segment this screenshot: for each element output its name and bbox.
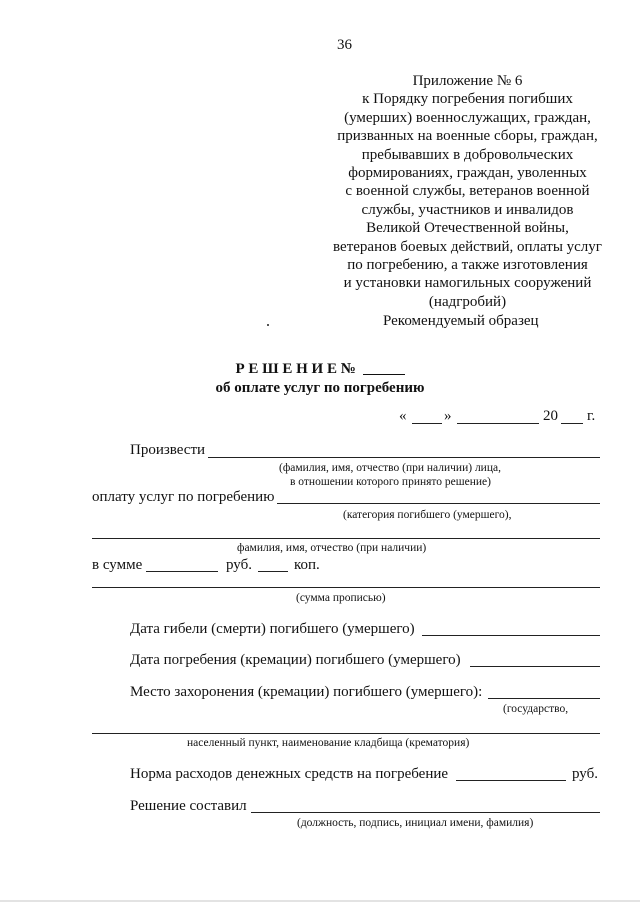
appendix-line: Приложение № 6 (412, 73, 523, 89)
burial-place-label: Место захоронения (кремации) погибшего (умершего): (130, 684, 483, 700)
title-main: Р Е Ш Е Н И Е № (235, 361, 356, 377)
compiled-field[interactable] (251, 812, 600, 813)
burial-date-field[interactable] (470, 666, 600, 667)
category-hint: (категория погибшего (умершего), (343, 509, 512, 521)
fio-field[interactable] (92, 538, 600, 539)
appendix-line: формированиях, граждан, уволенных (348, 165, 587, 182)
death-date-field[interactable] (422, 635, 600, 636)
date-year-prefix: 20 (543, 408, 558, 424)
date-year-field[interactable] (561, 423, 583, 424)
sum-words-field[interactable] (92, 587, 600, 588)
appendix-line: и установки намогильных сооружений (343, 275, 592, 292)
produce-hint-1: (фамилия, имя, отчество (при наличии) лица, (279, 462, 501, 474)
appendix-line: (надгробий) (428, 293, 507, 310)
date-close-quote: » (444, 408, 452, 424)
compiled-label: Решение составил (130, 798, 247, 814)
number-field[interactable] (363, 374, 405, 375)
page-edge (0, 900, 640, 902)
appendix-line: службы, участников и инвалидов (361, 201, 574, 218)
date-day-field[interactable] (412, 423, 442, 424)
appendix-line: к Порядку погребения погибших (362, 91, 573, 108)
norm-rub-label: руб. (572, 766, 598, 782)
compiled-hint: (должность, подпись, инициал имени, фамилия) (297, 817, 534, 829)
date-year-suffix: г. (587, 408, 596, 424)
payment-label: оплату услуг по погребению (92, 489, 275, 505)
appendix-line: Великой Отечественной войны, (366, 220, 569, 237)
sum-words-hint: (сумма прописью) (296, 592, 386, 604)
death-date-label: Дата гибели (смерти) погибшего (умершего) (130, 621, 415, 637)
document-title (0, 361, 640, 378)
page-number: 36 (337, 37, 352, 53)
rub-label: руб. (226, 557, 252, 573)
norm-label: Норма расходов денежных средств на погребение (130, 766, 449, 782)
appendix-line: (умерших) военнослужащих, граждан, (344, 109, 591, 126)
locality-hint: населенный пункт, наименование кладбища (крематория) (187, 737, 470, 749)
appendix-block (330, 72, 605, 311)
kop-label: коп. (294, 557, 320, 573)
date-month-field[interactable] (457, 423, 539, 424)
appendix-line: с военной службы, ветеранов военной (345, 183, 590, 200)
produce-hint-2: в отношении которого принято решение) (290, 476, 491, 488)
appendix-line: пребывавших в добровольческих (361, 146, 574, 163)
state-hint: (государство, (503, 703, 569, 715)
locality-field[interactable] (92, 733, 600, 734)
stray-dot (267, 324, 269, 326)
date-open-quote: « (399, 408, 407, 424)
sample-note: Рекомендуемый образец (383, 313, 539, 329)
state-field[interactable] (488, 698, 600, 699)
produce-label: Произвести (130, 442, 206, 458)
document-subtitle: об оплате услуг по погребению (215, 380, 425, 396)
appendix-line: ветеранов боевых действий, оплаты услуг (333, 238, 602, 255)
appendix-line: призванных на военные сборы, граждан, (337, 128, 598, 145)
norm-field[interactable] (456, 780, 566, 781)
sum-rub-field[interactable] (146, 571, 218, 572)
person-field[interactable] (208, 457, 600, 458)
category-field[interactable] (277, 503, 600, 504)
sum-kop-field[interactable] (258, 571, 288, 572)
appendix-line: по погребению, а также изготовления (347, 257, 588, 274)
burial-date-label: Дата погребения (кремации) погибшего (умершего) (130, 652, 461, 668)
fio-hint: фамилия, имя, отчество (при наличии) (237, 542, 427, 554)
sum-label: в сумме (92, 557, 143, 573)
